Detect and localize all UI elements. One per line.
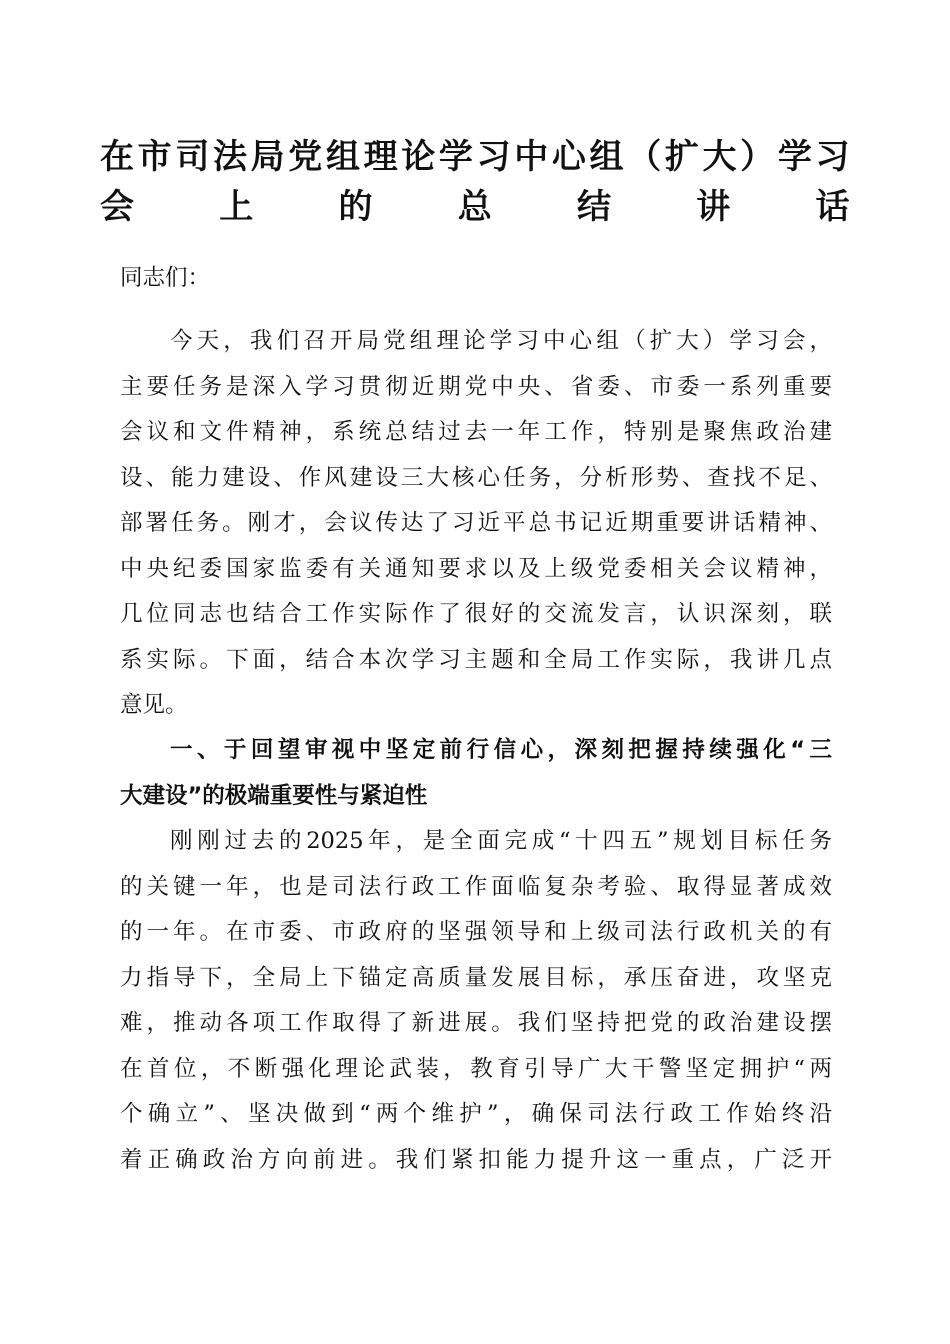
- text-line: 的关键一年，也是司法行政工作面临复杂考验、取得显著成效: [120, 873, 832, 900]
- text-line: 会议和文件精神，系统总结过去一年工作，特别是聚焦政治建: [120, 419, 832, 445]
- heading-line: 一、于回望审视中坚定前行信心，深刻把握持续强化“三: [170, 737, 832, 763]
- text-line: 刚刚过去的2025年，是全面完成“十四五”规划目标任务: [170, 828, 832, 854]
- paragraph-section-1: [120, 819, 832, 1183]
- text-line: 设、能力建设、作风建设三大核心任务，分析形势、查找不足、: [120, 464, 832, 491]
- text-line: 个确立”、坚决做到“两个维护”，确保司法行政工作始终沿: [120, 1101, 832, 1127]
- text-line: 着正确政治方向前进。我们紧扣能力提升这一重点，广泛开: [120, 1146, 832, 1173]
- document-title: [100, 132, 850, 232]
- text-line: 几位同志也结合工作实际作了很好的交流发言，认识深刻，联: [120, 601, 832, 627]
- heading-line: 大建设”的极端重要性与紧迫性: [120, 782, 428, 809]
- title-line: 会上的总结讲话: [100, 187, 850, 227]
- title-line: 在市司法局党组理论学习中心组（扩大）学习: [100, 137, 850, 177]
- text-line: 难，推动各项工作取得了新进展。我们坚持把党的政治建设摆: [120, 1010, 832, 1036]
- text-line: 主要任务是深入学习贯彻近期党中央、省委、市委一系列重要: [120, 373, 832, 400]
- text-line: 系实际。下面，结合本次学习主题和全局工作实际，我讲几点: [120, 646, 832, 673]
- salutation: 同志们：: [120, 265, 211, 291]
- text-line: 中央纪委国家监委有关通知要求以及上级党委相关会议精神，: [120, 555, 832, 582]
- text-line: 今天，我们召开局党组理论学习中心组（扩大）学习会，: [170, 328, 832, 354]
- paragraph-intro: [120, 319, 832, 729]
- section-heading-1: [120, 728, 832, 819]
- text-line: 力指导下，全局上下锚定高质量发展目标，承压奋进，攻坚克: [120, 964, 832, 991]
- text-line: 的一年。在市委、市政府的坚强领导和上级司法行政机关的有: [120, 919, 832, 945]
- text-line: 部署任务。刚才，会议传达了习近平总书记近期重要讲话精神、: [120, 510, 832, 536]
- text-line: 在首位，不断强化理论武装，教育引导广大干警坚定拥护“两: [120, 1055, 832, 1082]
- text-line: 意见。: [120, 692, 188, 718]
